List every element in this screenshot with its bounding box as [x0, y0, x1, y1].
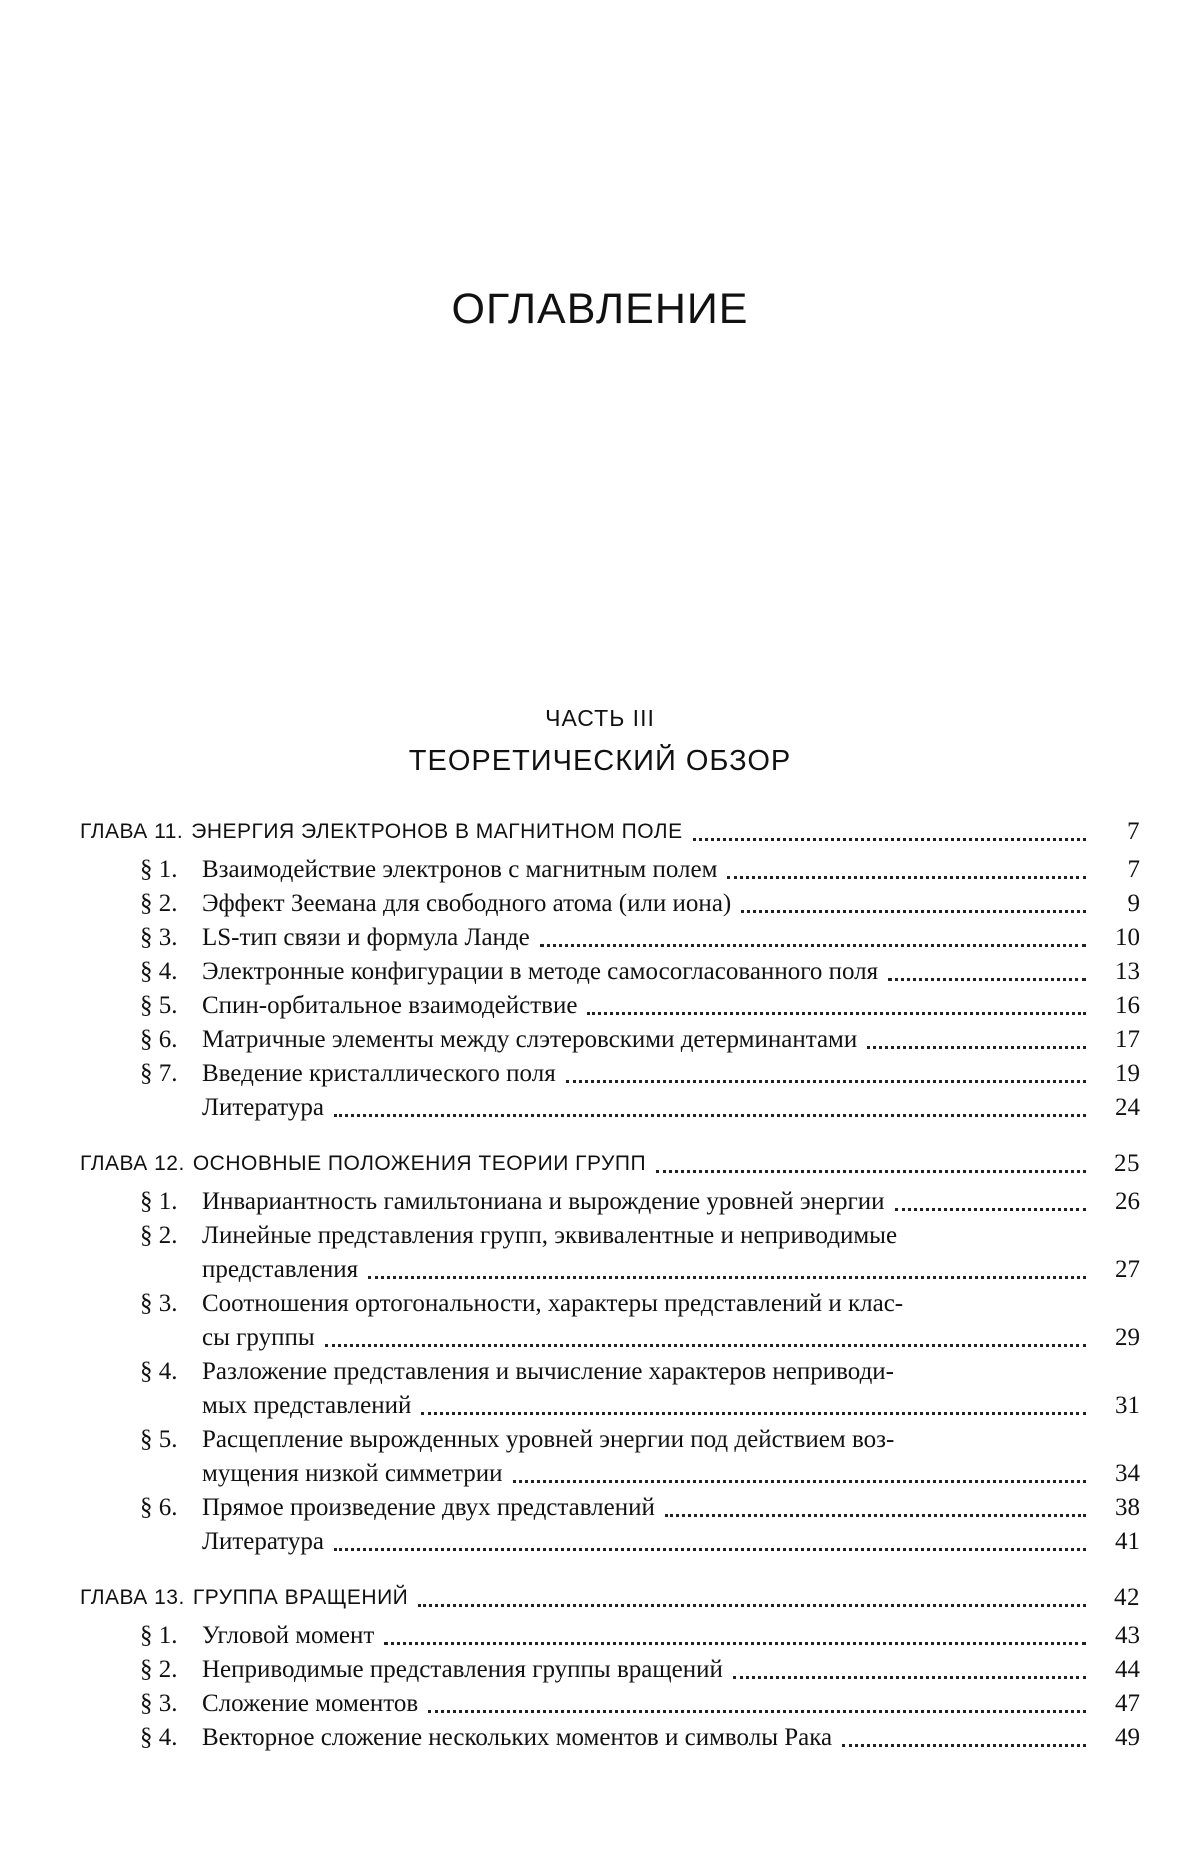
- page-number: 34: [1096, 1457, 1140, 1491]
- section-number: § 5.: [140, 1423, 202, 1457]
- section-number: § 6.: [140, 1023, 202, 1057]
- section-number: § 6.: [140, 1491, 202, 1525]
- toc-entry[interactable]: [80, 1721, 1140, 1755]
- page-number: 41: [1096, 1525, 1140, 1559]
- page-number: 42: [1096, 1581, 1140, 1615]
- table-of-contents: [80, 815, 1140, 1777]
- toc-entry[interactable]: [80, 1287, 1140, 1355]
- dot-leader: [888, 978, 1086, 981]
- page-number: 43: [1096, 1619, 1140, 1653]
- page-number: 7: [1096, 815, 1140, 849]
- section-number: § 2.: [140, 887, 202, 921]
- page-number: 25: [1096, 1147, 1140, 1181]
- section-number: § 4.: [140, 1355, 202, 1389]
- dot-leader: [368, 1276, 1086, 1279]
- toc-entry[interactable]: [80, 1619, 1140, 1653]
- section-title: Неприводимые представления группы вращений: [202, 1653, 723, 1687]
- toc-entry[interactable]: [80, 1423, 1140, 1491]
- part-title: ТЕОРЕТИЧЕСКИЙ ОБЗОР: [0, 745, 1200, 778]
- page-number: 29: [1096, 1321, 1140, 1355]
- section-title: Взаимодействие электронов с магнитным полем: [202, 853, 717, 887]
- chapter-number: ГЛАВА 11.: [80, 815, 183, 849]
- dot-leader: [842, 1744, 1086, 1747]
- dot-leader: [895, 1208, 1086, 1211]
- dot-leader: [566, 1080, 1086, 1083]
- dot-leader: [334, 1114, 1086, 1117]
- page-number: 16: [1096, 989, 1140, 1023]
- toc-entry-literature[interactable]: [80, 1525, 1140, 1559]
- page-number: 31: [1096, 1389, 1140, 1423]
- section-title-line1: Линейные представления групп, эквивалентные и неприводимые: [202, 1219, 1096, 1253]
- section-number: § 3.: [140, 1287, 202, 1321]
- toc-entry[interactable]: [80, 1355, 1140, 1423]
- section-title: Прямое произведение двух представлений: [202, 1491, 655, 1525]
- section-number: § 7.: [140, 1057, 202, 1091]
- section-number: § 5.: [140, 989, 202, 1023]
- section-number: § 4.: [140, 955, 202, 989]
- section-number: § 2.: [140, 1219, 202, 1253]
- dot-leader: [741, 910, 1086, 913]
- page-number: 10: [1096, 921, 1140, 955]
- dot-leader: [428, 1710, 1086, 1713]
- chapter-12: [80, 1147, 1140, 1559]
- toc-entry[interactable]: [80, 887, 1140, 921]
- section-number: § 4.: [140, 1721, 202, 1755]
- chapter-title: ОСНОВНЫЕ ПОЛОЖЕНИЯ ТЕОРИИ ГРУПП: [193, 1147, 646, 1181]
- page-number: 47: [1096, 1687, 1140, 1721]
- chapter-number: ГЛАВА 12.: [80, 1147, 185, 1181]
- page-number: 19: [1096, 1057, 1140, 1091]
- dot-leader: [418, 1604, 1086, 1607]
- page-number: 13: [1096, 955, 1140, 989]
- page-number: 38: [1096, 1491, 1140, 1525]
- page-number: 26: [1096, 1185, 1140, 1219]
- toc-entry[interactable]: [80, 853, 1140, 887]
- dot-leader: [587, 1012, 1086, 1015]
- section-title: LS-тип связи и формула Ланде: [202, 921, 530, 955]
- chapter-heading[interactable]: [80, 815, 1140, 849]
- literature-label: Литература: [202, 1525, 324, 1559]
- page-number: 9: [1096, 887, 1140, 921]
- section-number: § 3.: [140, 1687, 202, 1721]
- dot-leader: [513, 1480, 1086, 1483]
- chapter-heading[interactable]: [80, 1581, 1140, 1615]
- section-number: § 1.: [140, 853, 202, 887]
- section-title: Сложение моментов: [202, 1687, 418, 1721]
- chapter-13: [80, 1581, 1140, 1755]
- toc-entry[interactable]: [80, 1023, 1140, 1057]
- dot-leader: [540, 944, 1086, 947]
- dot-leader: [733, 1676, 1086, 1679]
- chapter-number: ГЛАВА 13.: [80, 1581, 185, 1615]
- dot-leader: [384, 1642, 1086, 1645]
- dot-leader: [665, 1514, 1086, 1517]
- toc-entry[interactable]: [80, 989, 1140, 1023]
- section-title-line1: Расщепление вырожденных уровней энергии под действием воз-: [202, 1423, 1096, 1457]
- page-number: 44: [1096, 1653, 1140, 1687]
- toc-entry[interactable]: [80, 955, 1140, 989]
- section-number: § 2.: [140, 1653, 202, 1687]
- page-number: 17: [1096, 1023, 1140, 1057]
- section-number: § 3.: [140, 921, 202, 955]
- page-number: 7: [1096, 853, 1140, 887]
- page-title: ОГЛАВЛЕНИЕ: [0, 285, 1200, 334]
- section-title: Матричные элементы между слэтеровскими детерминантами: [202, 1023, 857, 1057]
- toc-entry[interactable]: [80, 1491, 1140, 1525]
- toc-entry[interactable]: [80, 921, 1140, 955]
- section-title-line2: мых представлений: [202, 1389, 411, 1423]
- dot-leader: [421, 1412, 1086, 1415]
- literature-label: Литература: [202, 1091, 324, 1125]
- section-title-line2: представления: [202, 1253, 358, 1287]
- chapter-heading[interactable]: [80, 1147, 1140, 1181]
- toc-entry[interactable]: [80, 1687, 1140, 1721]
- toc-entry-literature[interactable]: [80, 1091, 1140, 1125]
- page-number: 49: [1096, 1721, 1140, 1755]
- section-title: Электронные конфигурации в методе самосогласованного поля: [202, 955, 878, 989]
- section-title-line1: Разложение представления и вычисление характеров неприводи-: [202, 1355, 1096, 1389]
- toc-entry[interactable]: [80, 1185, 1140, 1219]
- section-number: § 1.: [140, 1619, 202, 1653]
- section-title: Инвариантность гамильтониана и вырождение уровней энергии: [202, 1185, 885, 1219]
- section-title: Векторное сложение нескольких моментов и символы Рака: [202, 1721, 832, 1755]
- dot-leader: [656, 1170, 1086, 1173]
- toc-entry[interactable]: [80, 1653, 1140, 1687]
- toc-entry[interactable]: [80, 1057, 1140, 1091]
- chapter-11: [80, 815, 1140, 1125]
- chapter-title: ЭНЕРГИЯ ЭЛЕКТРОНОВ В МАГНИТНОМ ПОЛЕ: [191, 815, 682, 849]
- chapter-title: ГРУППА ВРАЩЕНИЙ: [193, 1581, 408, 1615]
- part-label: ЧАСТЬ III: [0, 705, 1200, 732]
- section-title: Введение кристаллического поля: [202, 1057, 556, 1091]
- toc-page: [0, 0, 1200, 1869]
- dot-leader: [325, 1344, 1086, 1347]
- page-number: 27: [1096, 1253, 1140, 1287]
- section-title: Угловой момент: [202, 1619, 374, 1653]
- section-title-line2: сы группы: [202, 1321, 315, 1355]
- toc-entry[interactable]: [80, 1219, 1140, 1287]
- section-title-line1: Соотношения ортогональности, характеры представлений и клас-: [202, 1287, 1096, 1321]
- dot-leader: [693, 838, 1086, 841]
- section-title-line2: мущения низкой симметрии: [202, 1457, 503, 1491]
- section-title: Эффект Зеемана для свободного атома (или иона): [202, 887, 731, 921]
- page-number: 24: [1096, 1091, 1140, 1125]
- dot-leader: [727, 876, 1086, 879]
- dot-leader: [867, 1046, 1086, 1049]
- section-title: Спин-орбитальное взаимодействие: [202, 989, 577, 1023]
- section-number: § 1.: [140, 1185, 202, 1219]
- dot-leader: [334, 1548, 1086, 1551]
